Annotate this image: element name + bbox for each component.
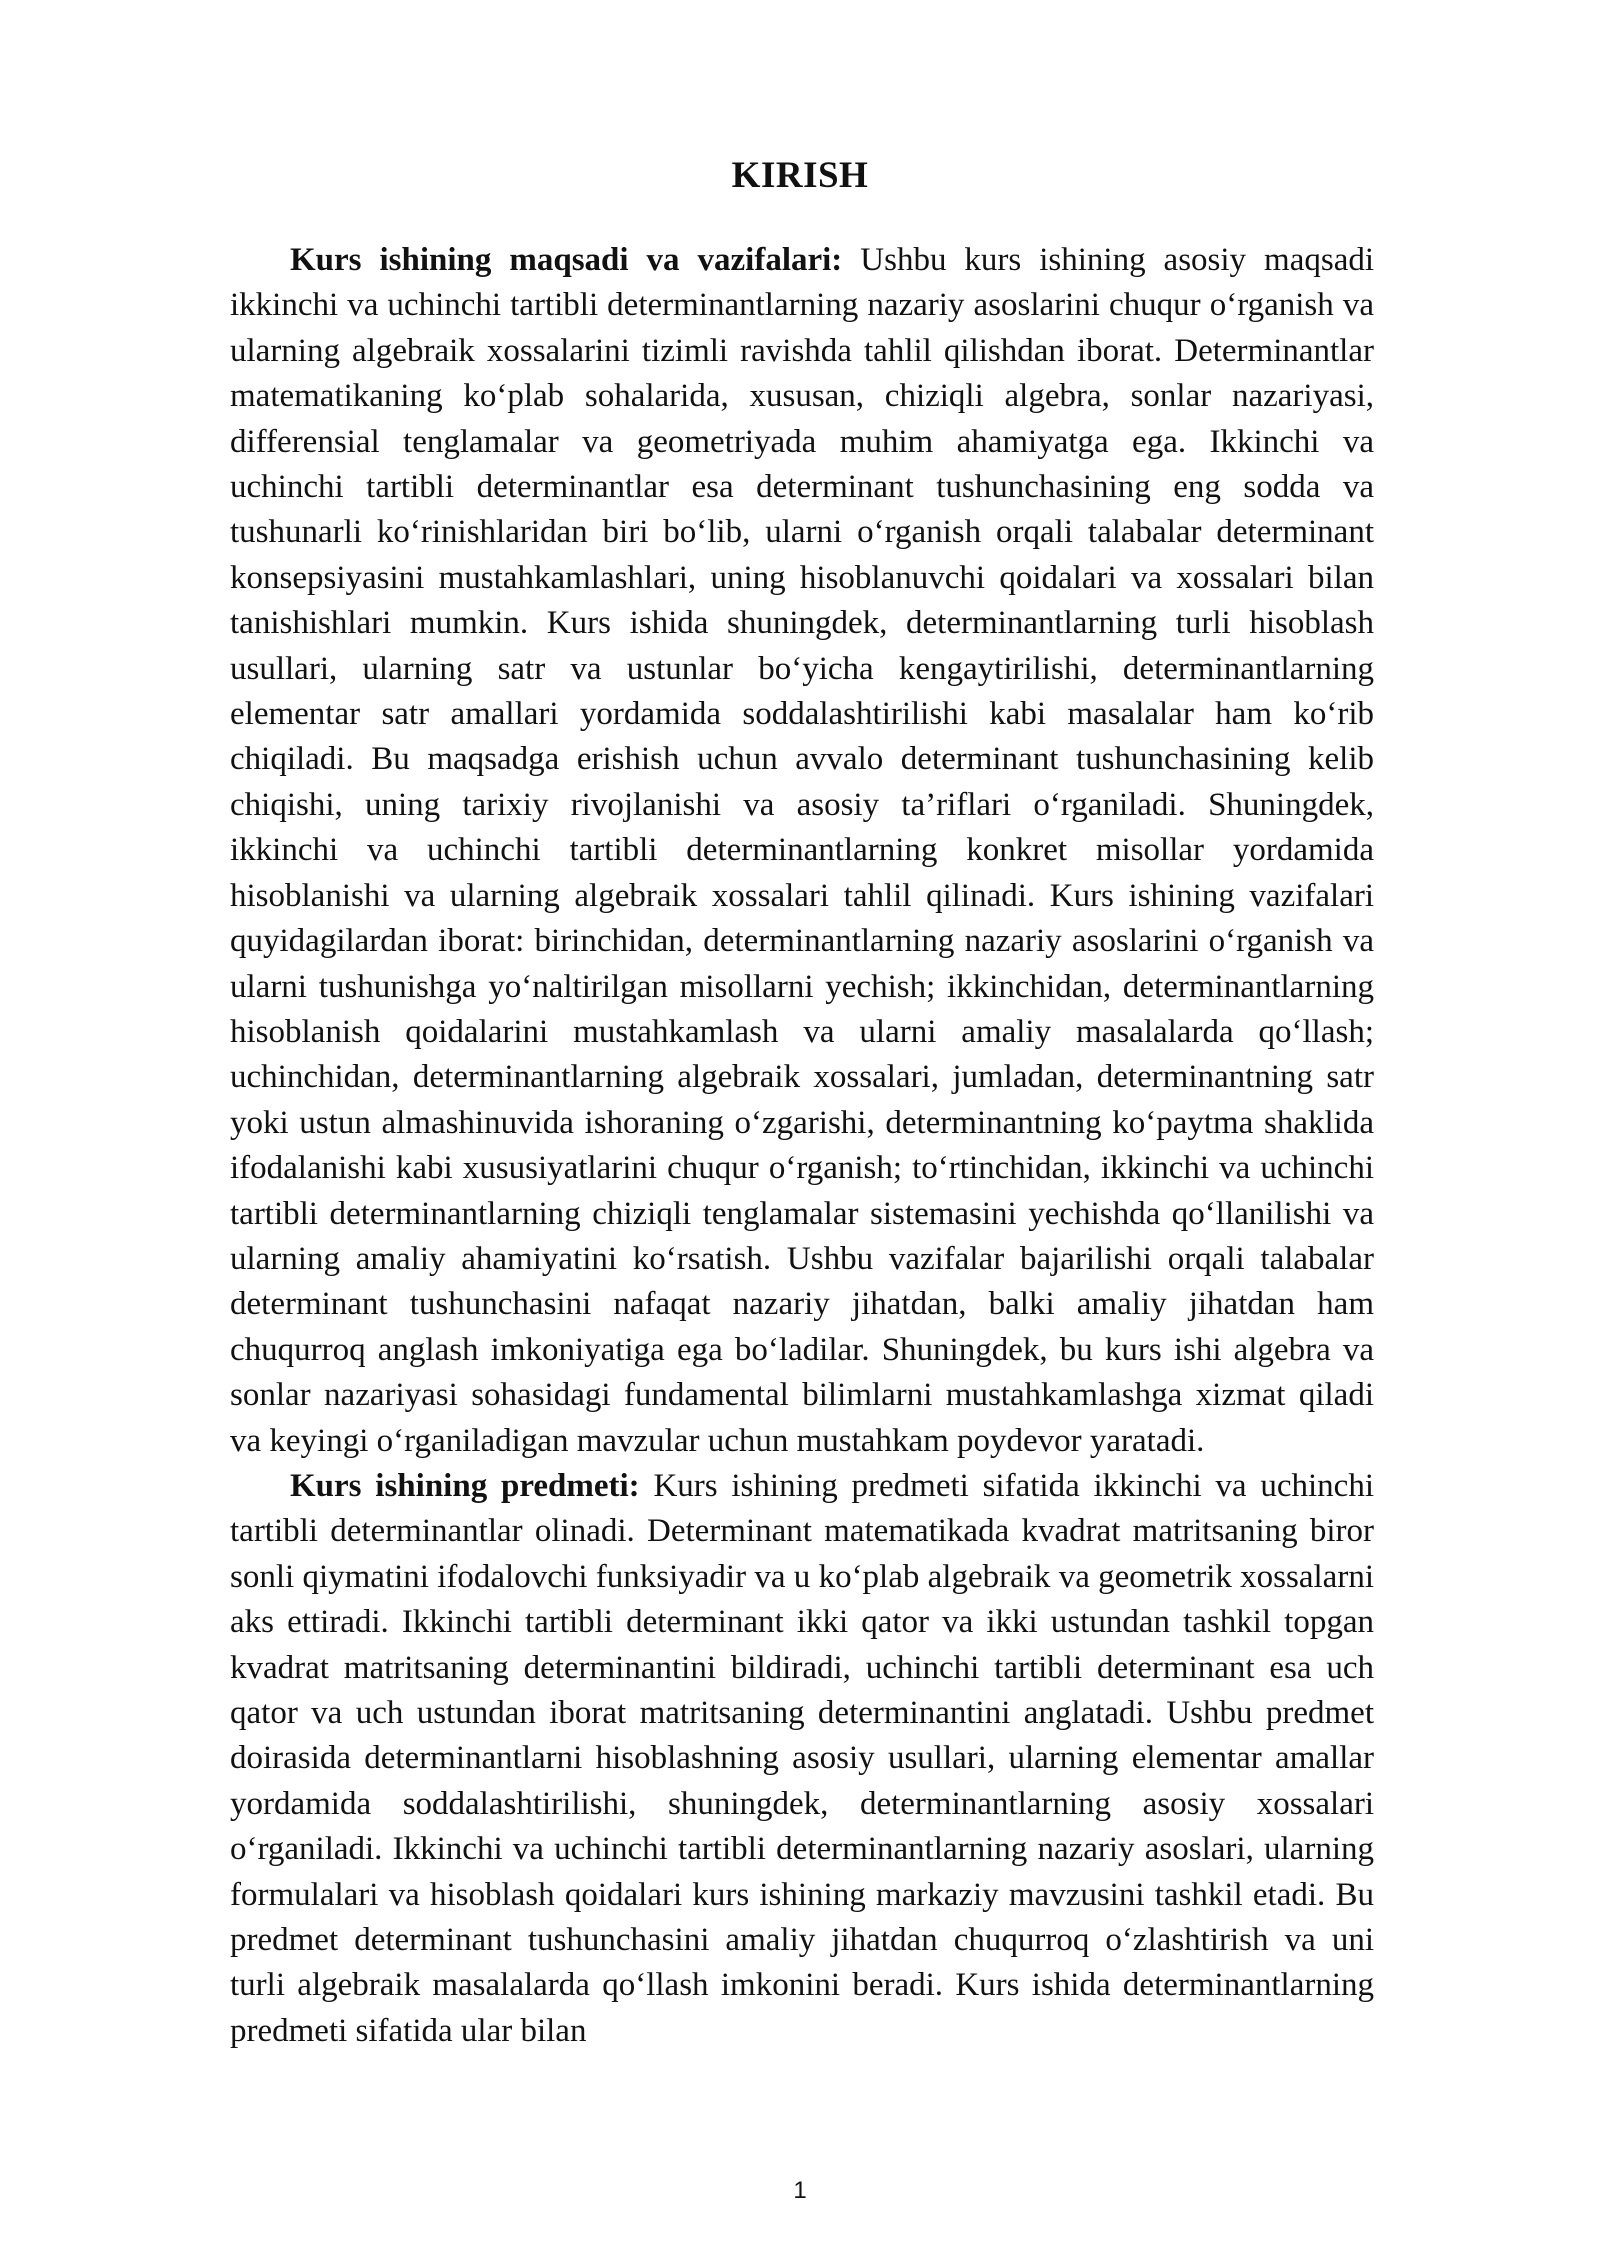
paragraph-goals bbox=[230, 238, 1374, 1464]
paragraph-subject-text: Kurs ishining predmeti sifatida ikkinchi va uchinchi tartibli determinantlar olinadi. Determinant matematikada kvadrat matritsaning biror sonli qiymatini ifodalovchi funksiyadir va u ko‘plab algebraik va geometrik xossalarni aks ettiradi. Ikkinchi tartibli determinant ikki qator va ikki ustundan tashkil topgan kvadrat matritsaning determinantini bildiradi, uchinchi tartibli determinant esa uch qator va uch ustundan iborat matritsaning determinantini anglatadi. Ushbu predmet doirasida determinantlarni hisoblashning asosiy usullari, ularning elementar amallar yordamida soddalashtirilishi, shuningdek, determinantlarning asosiy xossalari o‘rganiladi. Ikkinchi va uchinchi tartibli determinantlarning nazariy asoslari, ularning formulalari va hisoblash qoidalari kurs ishining markaziy mavzusini tashkil etadi. Bu predmet determinant tushunchasini amaliy jihatdan chuqurroq o‘zlashtirish va uni turli algebraik masalalarda qo‘llash imkonini beradi. Kurs ishida determinantlarning predmeti sifatida ular bilan bbox=[230, 1467, 1374, 2049]
paragraph-subject bbox=[230, 1464, 1374, 2054]
body-text bbox=[230, 238, 1374, 2054]
section-title: KIRISH bbox=[731, 155, 869, 196]
paragraph-subject-lead: Kurs ishining predmeti: bbox=[290, 1467, 640, 1504]
paragraph-goals-text: Ushbu kurs ishining asosiy maqsadi ikkinchi va uchinchi tartibli determinantlarning nazariy asoslarini chuqur o‘rganish va ularning algebraik xossalarini tizimli ravishda tahlil qilishdan iborat. Determinantlar matematikaning ko‘plab sohalarida, xususan, chiziqli algebra, sonlar nazariyasi, differensial tenglamalar va geometriyada muhim ahamiyatga ega. Ikkinchi va uchinchi tartibli determinantlar esa determinant tushunchasining eng sodda va tushunarli ko‘rinishlaridan biri bo‘lib, ularni o‘rganish orqali talabalar determinant konsepsiyasini mustahkamlashlari, uning hisoblanuvchi qoidalari va xossalari bilan tanishishlari mumkin. Kurs ishida shuningdek, determinantlarning turli hisoblash usullari, ularning satr va ustunlar bo‘yicha kengaytirilishi, determinantlarning elementar satr amallari yordamida soddalashtirilishi kabi masalalar ham ko‘rib chiqiladi. Bu maqsadga erishish uchun avvalo determinant tushunchasining kelib chiqishi, uning tarixiy rivojlanishi va asosiy ta’riflari o‘rganiladi. Shuningdek, ikkinchi va uchinchi tartibli determinantlarning konkret misollar yordamida hisoblanishi va ularning algebraik xossalari tahlil qilinadi. Kurs ishining vazifalari quyidagilardan iborat: birinchidan, determinantlarning nazariy asoslarini o‘rganish va ularni tushunishga yo‘naltirilgan misollarni yechish; ikkinchidan, determinantlarning hisoblanish qoidalarini mustahkamlash va ularni amaliy masalalarda qo‘llash; uchinchidan, determinantlarning algebraik xossalari, jumladan, determinantning satr yoki ustun almashinuvida ishoraning o‘zgarishi, determinantning ko‘paytma shaklida ifodalanishi kabi xususiyatlarini chuqur o‘rganish; to‘rtinchidan, ikkinchi va uchinchi tartibli determinantlarning chiziqli tenglamalar sistemasini yechishda qo‘llanilishi va ularning amaliy ahamiyatini ko‘rsatish. Ushbu vazifalar bajarilishi orqali talabalar determinant tushunchasini nafaqat nazariy jihatdan, balki amaliy jihatdan ham chuqurroq anglash imkoniyatiga ega bo‘ladilar. Shuningdek, bu kurs ishi algebra va sonlar nazariyasi sohasidagi fundamental bilimlarni mustahkamlashga xizmat qiladi va keyingi o‘rganiladigan mavzular uchun mustahkam poydevor yaratadi. bbox=[230, 242, 1375, 1459]
paragraph-goals-lead: Kurs ishining maqsadi va vazifalari: bbox=[290, 242, 843, 278]
page-number: 1 bbox=[793, 2177, 807, 2204]
